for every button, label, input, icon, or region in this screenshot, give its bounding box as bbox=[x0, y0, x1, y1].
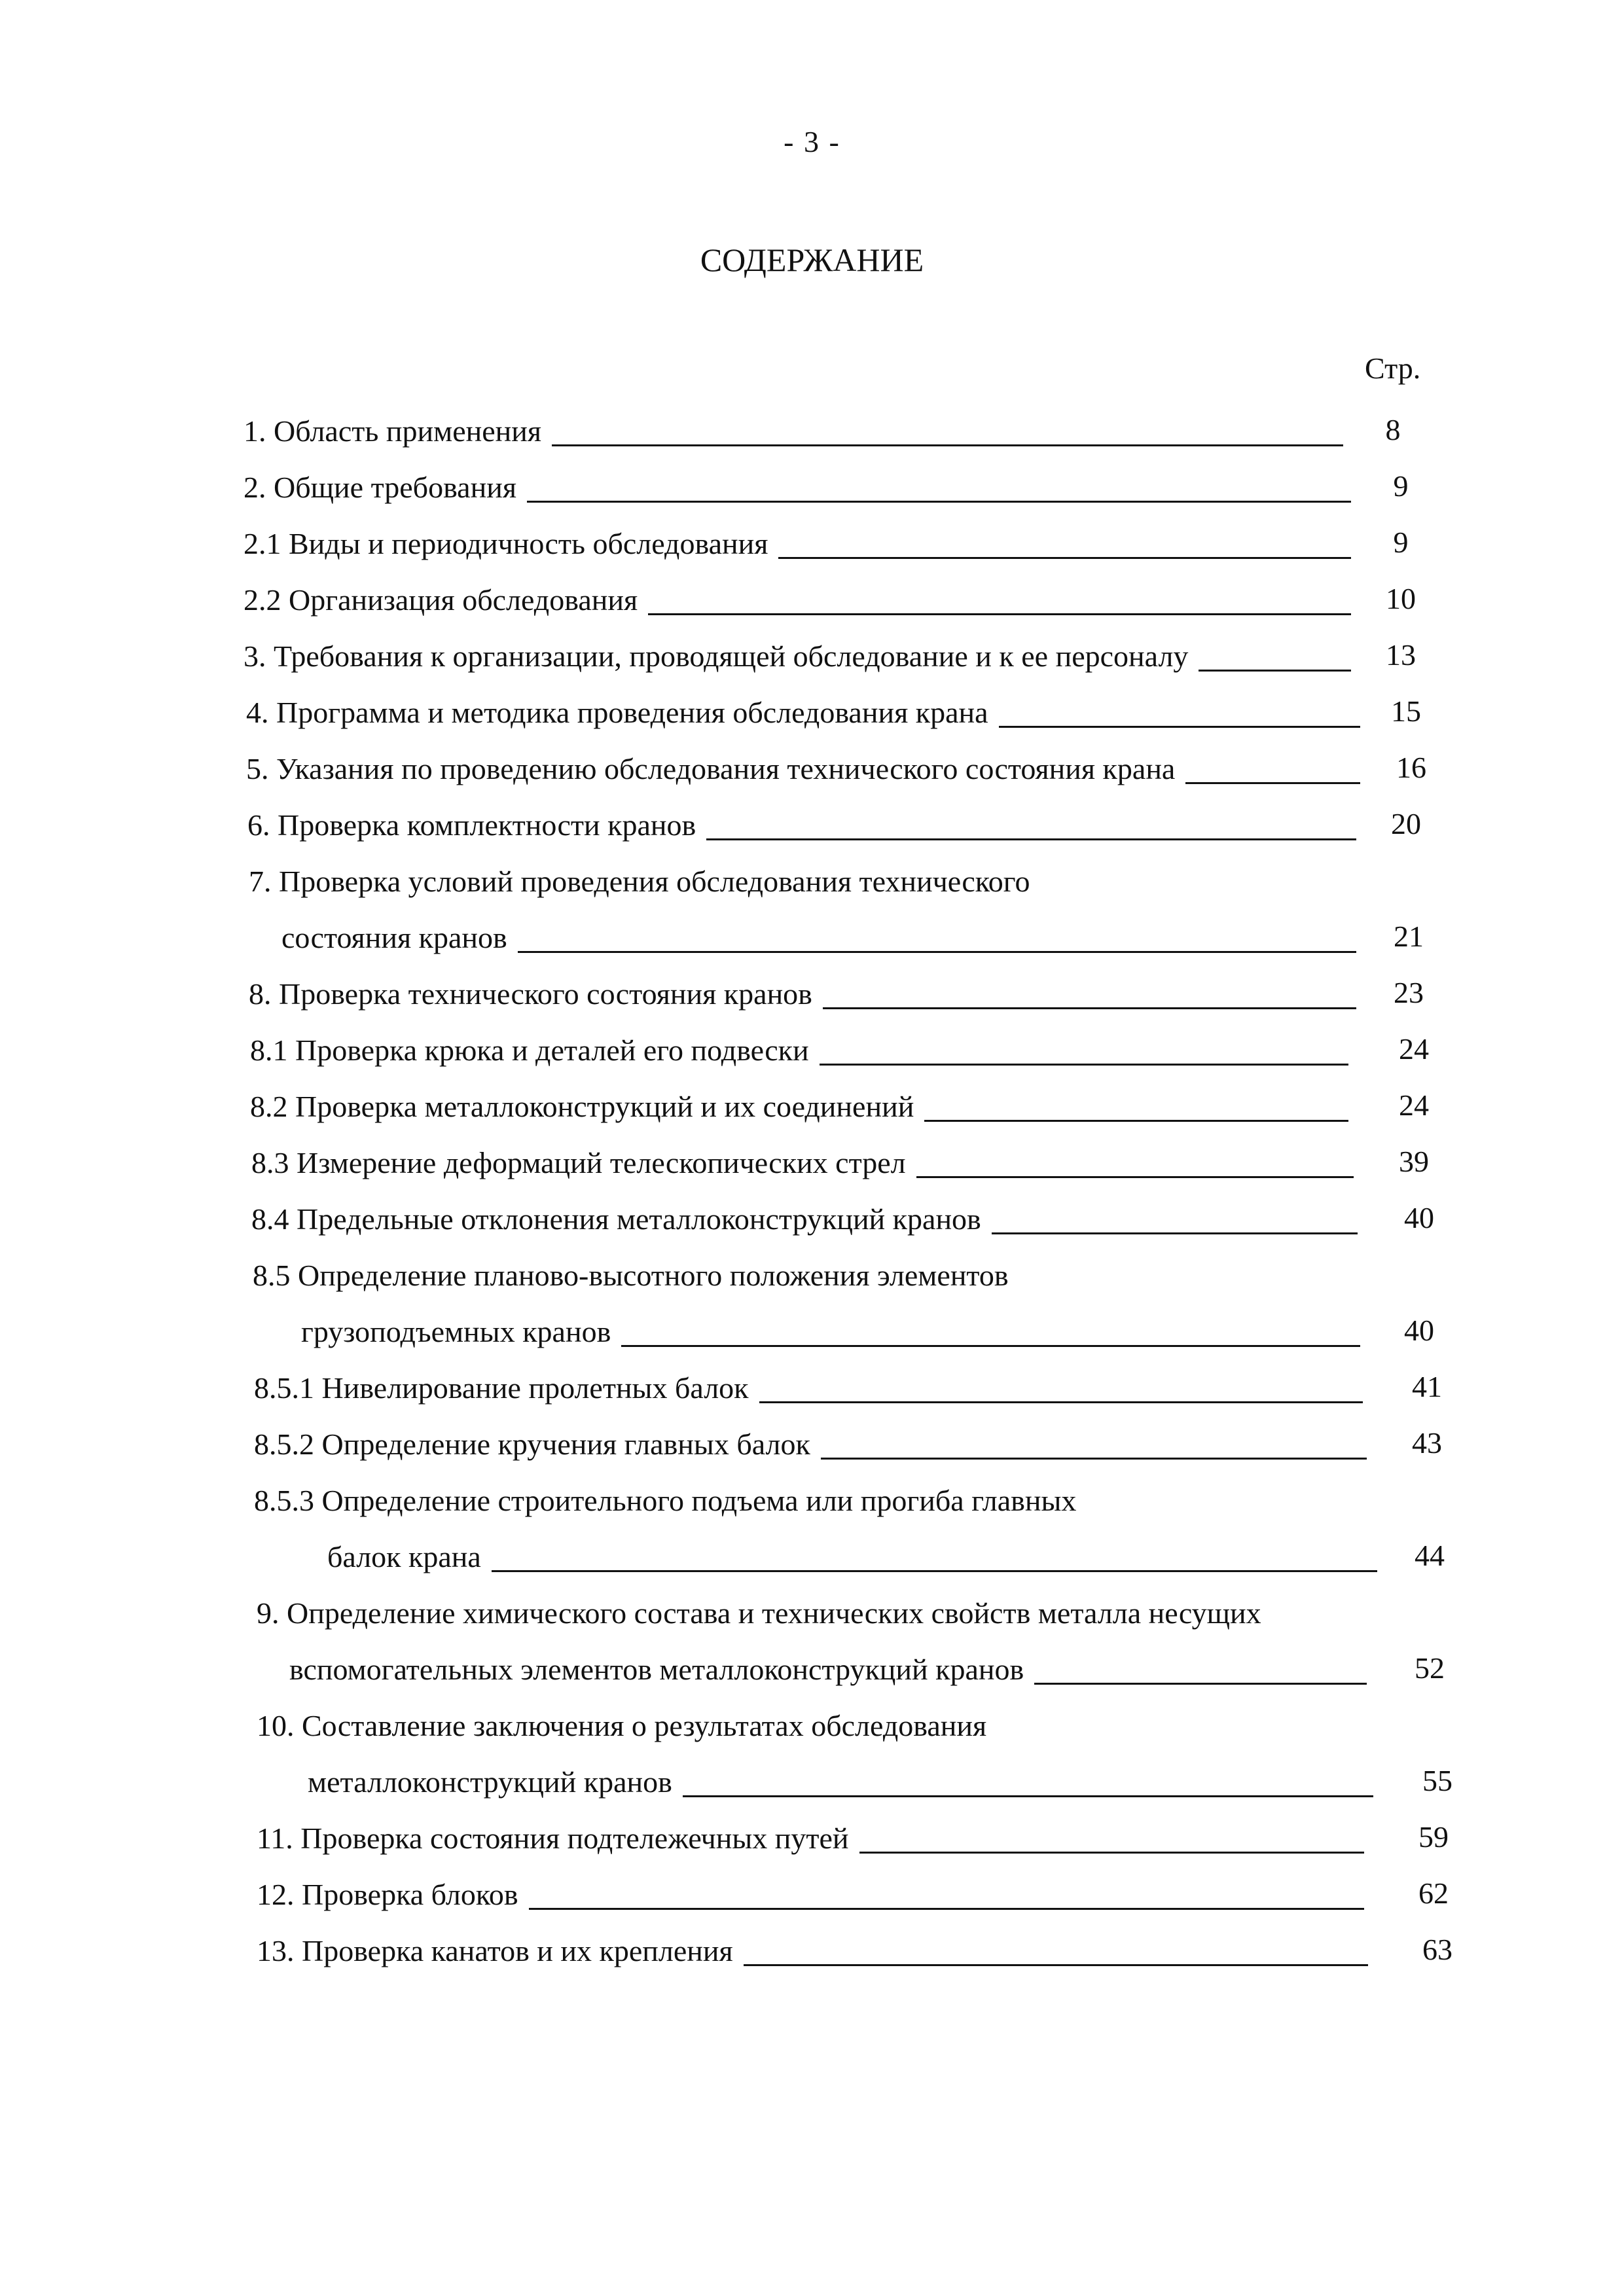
toc-page-number: 15 bbox=[1391, 694, 1421, 728]
toc-entry-line bbox=[253, 1254, 1009, 1293]
toc-entry-line bbox=[246, 691, 1360, 730]
toc-leader-line bbox=[924, 1120, 1348, 1122]
toc-page-number: 13 bbox=[1386, 638, 1416, 672]
toc-leader-line bbox=[999, 726, 1360, 728]
toc-entry-title: 8.5.3 Определение строительного подъема или прогиба главных bbox=[254, 1484, 1077, 1517]
toc-entry-line bbox=[244, 579, 1351, 618]
toc-leader-line bbox=[552, 444, 1343, 446]
toc-leader-line bbox=[992, 1232, 1358, 1234]
toc-leader-line bbox=[1185, 782, 1360, 784]
toc-page-number: 16 bbox=[1396, 751, 1426, 784]
toc-entry-title: 8.1 Проверка крюка и деталей его подвески bbox=[250, 1033, 809, 1067]
toc-entry-line bbox=[308, 1761, 1373, 1800]
toc-leader-line bbox=[744, 1964, 1368, 1966]
toc-page-number: 39 bbox=[1399, 1145, 1429, 1178]
toc-leader-line bbox=[518, 951, 1356, 953]
toc-leader-line bbox=[916, 1176, 1354, 1178]
toc-entry-line bbox=[257, 1592, 1261, 1631]
toc-entry-title-continued: металлоконструкций кранов bbox=[308, 1765, 672, 1799]
toc-entry-line bbox=[281, 916, 1356, 956]
toc-entry-line bbox=[257, 1817, 1364, 1856]
toc-leader-line bbox=[820, 1064, 1348, 1066]
toc-entry-title: 9. Определение химического состава и технических свойств металла несущих bbox=[257, 1596, 1261, 1630]
toc-leader-line bbox=[529, 1908, 1364, 1910]
toc-leader-line bbox=[859, 1852, 1364, 1854]
toc-page-number: 40 bbox=[1404, 1201, 1434, 1234]
toc-entry-line bbox=[244, 466, 1351, 505]
toc-entry-title: 12. Проверка блоков bbox=[257, 1878, 518, 1911]
toc-entry-title: 6. Проверка комплектности кранов bbox=[247, 808, 696, 842]
toc-leader-line bbox=[683, 1795, 1373, 1797]
toc-page-number: 63 bbox=[1422, 1933, 1453, 1966]
toc-entry-line bbox=[244, 522, 1351, 562]
page-number: - 3 - bbox=[784, 125, 840, 158]
toc-page-number: 9 bbox=[1393, 526, 1409, 559]
toc-entry-title: 8.4 Предельные отклонения металлоконструкций кранов bbox=[251, 1202, 981, 1236]
toc-entry-title: 5. Указания по проведению обследования технического состояния крана bbox=[246, 752, 1176, 785]
toc-entry-title: 4. Программа и методика проведения обследования крана bbox=[246, 696, 988, 729]
toc-entry-line bbox=[289, 1648, 1367, 1687]
toc-page-number: 9 bbox=[1393, 469, 1409, 503]
toc-page-number: 62 bbox=[1418, 1876, 1449, 1910]
toc-entry-title: 7. Проверка условий проведения обследования технического bbox=[249, 865, 1030, 898]
toc-entry-line bbox=[244, 635, 1351, 674]
toc-entry-title: 13. Проверка канатов и их крепления bbox=[257, 1934, 733, 1967]
toc-entry-line bbox=[257, 1929, 1368, 1969]
toc-entry-title-continued: балок крана bbox=[327, 1540, 481, 1573]
toc-entry-line bbox=[246, 747, 1360, 787]
toc-entry-title-continued: грузоподъемных кранов bbox=[301, 1315, 611, 1348]
toc-entry-title: 11. Проверка состояния подтележечных путей bbox=[257, 1821, 849, 1855]
toc-page-number: 40 bbox=[1404, 1314, 1434, 1347]
page-column-label: Стр. bbox=[1365, 351, 1421, 385]
toc-entry-line bbox=[244, 410, 1343, 449]
toc-leader-line bbox=[621, 1345, 1360, 1347]
toc-entry-line bbox=[327, 1535, 1377, 1575]
toc-entry-title: 2. Общие требования bbox=[244, 471, 516, 504]
toc-leader-line bbox=[823, 1007, 1356, 1009]
toc-entry-title: 8.5.2 Определение кручения главных балок bbox=[254, 1427, 810, 1461]
toc-entry-line bbox=[254, 1479, 1076, 1518]
toc-entry-title: 10. Составление заключения о результатах обследования bbox=[257, 1709, 987, 1742]
toc-entry-title: 8.3 Измерение деформаций телескопических стрел bbox=[251, 1146, 906, 1179]
toc-entry-title: 1. Область применения bbox=[244, 414, 542, 448]
toc-entry-title: 8.5 Определение планово-высотного положения элементов bbox=[253, 1259, 1009, 1292]
toc-leader-line bbox=[706, 838, 1356, 840]
toc-entry-line bbox=[251, 1198, 1358, 1237]
toc-page-number: 20 bbox=[1391, 807, 1421, 840]
toc-entry-line bbox=[254, 1423, 1367, 1462]
toc-page-number: 59 bbox=[1418, 1820, 1449, 1854]
toc-entry-title-continued: вспомогательных элементов металлоконструкций кранов bbox=[289, 1653, 1024, 1686]
toc-entry-line bbox=[254, 1367, 1363, 1406]
toc-leader-line bbox=[821, 1458, 1367, 1460]
toc-leader-line bbox=[759, 1401, 1363, 1403]
toc-page-number: 44 bbox=[1415, 1539, 1445, 1572]
toc-page-number: 24 bbox=[1399, 1088, 1429, 1122]
toc-entry-title: 8.2 Проверка металлоконструкций и их соединений bbox=[250, 1090, 914, 1123]
page-title: СОДЕРЖАНИЕ bbox=[700, 242, 924, 278]
toc-leader-line bbox=[778, 557, 1351, 559]
toc-entry-line bbox=[257, 1873, 1364, 1912]
toc-entry-title-continued: состояния кранов bbox=[281, 921, 507, 954]
toc-leader-line bbox=[1034, 1683, 1367, 1685]
toc-page-number: 23 bbox=[1394, 976, 1424, 1009]
toc-entry-line bbox=[301, 1310, 1360, 1350]
toc-page-number: 52 bbox=[1415, 1651, 1445, 1685]
toc-entry-title: 2.2 Организация обследования bbox=[244, 583, 638, 617]
toc-leader-line bbox=[527, 501, 1351, 503]
toc-entry-line bbox=[247, 804, 1356, 843]
toc-entry-line bbox=[257, 1704, 986, 1744]
toc-entry-line bbox=[250, 1085, 1348, 1124]
toc-page-number: 24 bbox=[1399, 1032, 1429, 1066]
toc-entry-line bbox=[249, 860, 1030, 899]
toc-leader-line bbox=[648, 613, 1351, 615]
toc-page-number: 21 bbox=[1394, 920, 1424, 953]
toc-entry-line bbox=[251, 1141, 1354, 1181]
toc-entry-title: 8. Проверка технического состояния кранов bbox=[249, 977, 812, 1011]
toc-leader-line bbox=[1199, 670, 1351, 672]
toc-entry-title: 3. Требования к организации, проводящей обследование и к ее персоналу bbox=[244, 639, 1189, 673]
toc-page-number: 10 bbox=[1386, 582, 1416, 615]
toc-leader-line bbox=[492, 1570, 1377, 1572]
toc-page-number: 8 bbox=[1385, 413, 1401, 446]
toc-entry-title: 2.1 Виды и периодичность обследования bbox=[244, 527, 768, 560]
toc-entry-line bbox=[250, 1029, 1348, 1068]
toc-page-number: 43 bbox=[1412, 1426, 1442, 1460]
toc-entry-line bbox=[249, 973, 1356, 1012]
toc-entry-title: 8.5.1 Нивелирование пролетных балок bbox=[254, 1371, 749, 1405]
toc-page-number: 41 bbox=[1412, 1370, 1442, 1403]
toc-page-number: 55 bbox=[1422, 1764, 1453, 1797]
